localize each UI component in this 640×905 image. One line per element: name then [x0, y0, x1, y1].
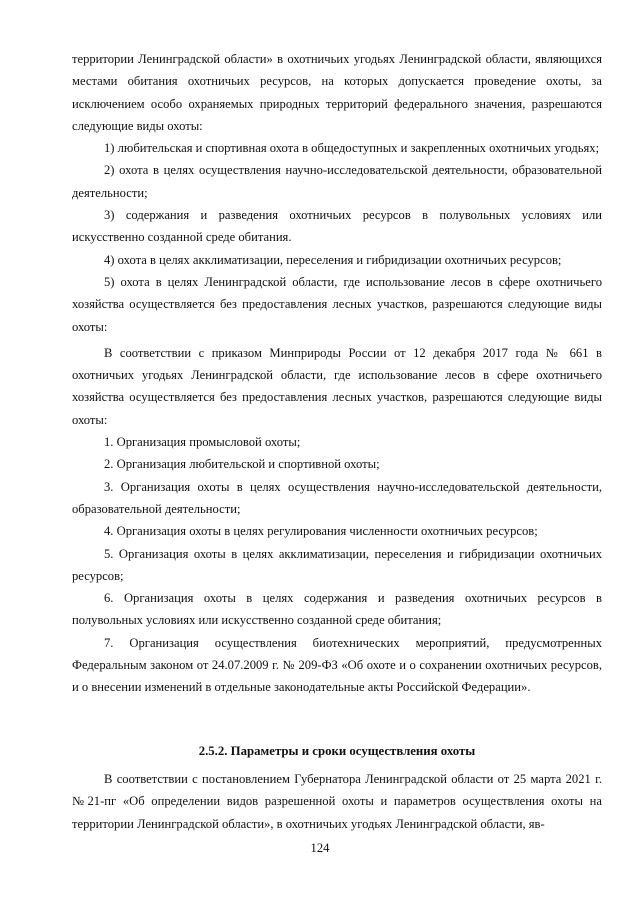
body-text-bottom	[72, 768, 602, 835]
list-item: 3. Организация охоты в целях осуществления научно-исследовательской деятельности, образовательной деятельности;	[72, 479, 602, 516]
paragraph: территории Ленинградской области» в охотничьих угодьях Ленинградской области, являющихся местами обитания охотничьих ресурсов, на которых допускается проведение охоты, за исключением особо охраняемых природных территорий федерального значения, разрешаются следующие виды охоты:	[72, 52, 602, 133]
list-item: 5. Организация охоты в целях акклиматизации, переселения и гибридизации охотничьих ресурсов;	[72, 546, 602, 583]
list-item: 2. Организация любительской и спортивной охоты;	[104, 457, 380, 472]
list-item: 1) любительская и спортивная охота в общедоступных и закрепленных охотничьих угодьях;	[104, 141, 600, 156]
paragraph: В соответствии с приказом Минприроды России от 12 декабря 2017 года № 661 в охотничьих угодьях Ленинградской области, где использование лесов в сфере охотничьего хозяйства осуществляется без предоставления лесных участков, разрешаются следующие виды охоты:	[72, 345, 602, 427]
list-item: 4) охота в целях акклиматизации, переселения и гибридизации охотничьих ресурсов;	[104, 252, 562, 267]
list-item: 6. Организация охоты в целях содержания и разведения охотничьих ресурсов в полувольных условиях или искусственно созданной среде обитания;	[72, 591, 602, 628]
list-item: 3) содержания и разведения охотничьих ресурсов в полувольных условиях или искусственно созданной среде обитания.	[72, 208, 602, 245]
list-item: 2) охота в целях осуществления научно-исследовательской деятельности, образовательной деятельности;	[72, 163, 602, 200]
list-item: 5) охота в целях Ленинградской области, где использование лесов в сфере охотничьего хозяйства осуществляется без предоставления лесных участков, разрешаются следующие виды охоты:	[72, 274, 602, 334]
body-text-top	[72, 48, 602, 699]
section-heading: 2.5.2. Параметры и сроки осуществления охоты	[198, 744, 476, 758]
page-number: 124	[310, 841, 330, 855]
list-item: 7. Организация осуществления биотехнических мероприятий, предусмотренных Федеральным законом от 24.07.2009 г. № 209-ФЗ «Об охоте и о сохранении охотничьих ресурсов, и о внесении изменений в отдельные законодательные акты Российской Федерации».	[72, 635, 602, 695]
paragraph: В соответствии с постановлением Губернатора Ленинградской области от 25 марта 2021 г. №21-пг «Об определении видов разрешенной охоты и параметров осуществления охоты на территории Ленинградской области», в охотничьих угодьях Ленинградской области, яв-	[72, 772, 602, 831]
list-item: 4. Организация охоты в целях регулирования численности охотничьих ресурсов;	[104, 524, 538, 539]
list-item: 1. Организация промысловой охоты;	[104, 435, 301, 450]
